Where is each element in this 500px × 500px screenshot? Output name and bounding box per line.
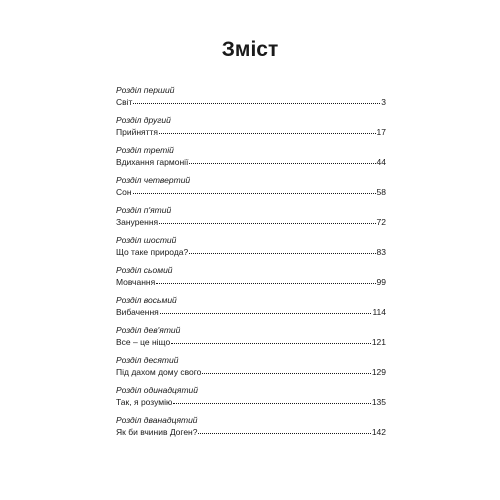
toc-entry — [116, 264, 386, 294]
dot-leader — [156, 282, 375, 284]
page-number: 58 — [376, 187, 386, 197]
toc-entry — [116, 174, 386, 204]
toc-row — [116, 156, 386, 168]
section-title: Світ — [116, 97, 133, 107]
chapter-label: Розділ сьомий — [116, 265, 173, 275]
table-of-contents — [116, 84, 386, 444]
toc-row — [116, 186, 386, 198]
section-title: Мовчання — [116, 277, 156, 287]
section-title: Занурення — [116, 217, 159, 227]
page-number: 135 — [371, 397, 386, 407]
dot-leader — [133, 102, 380, 104]
section-title: Так, я розумію — [116, 397, 173, 407]
section-title: Все – це ніщо — [116, 337, 171, 347]
toc-row — [116, 276, 386, 288]
toc-entry — [116, 324, 386, 354]
chapter-label: Розділ дванадцятий — [116, 415, 198, 425]
section-title: Під дахом дому свого — [116, 367, 202, 377]
chapter-label: Розділ перший — [116, 85, 175, 95]
toc-entry — [116, 114, 386, 144]
dot-leader — [171, 342, 371, 344]
dot-leader — [159, 132, 376, 134]
toc-row — [116, 216, 386, 228]
chapter-label: Розділ десятий — [116, 355, 179, 365]
page-number: 72 — [376, 217, 386, 227]
section-title: Вибачення — [116, 307, 159, 317]
toc-row — [116, 96, 386, 108]
dot-leader — [198, 432, 370, 434]
toc-row — [116, 306, 386, 318]
chapter-label: Розділ шостий — [116, 235, 177, 245]
section-title: Вдихання гармонії — [116, 157, 189, 167]
toc-row — [116, 336, 386, 348]
section-title: Як би вчинив Доген? — [116, 427, 198, 437]
page-number: 44 — [376, 157, 386, 167]
chapter-label: Розділ дев'ятий — [116, 325, 181, 335]
toc-entry — [116, 354, 386, 384]
dot-leader — [202, 372, 370, 374]
toc-row — [116, 396, 386, 408]
toc-entry — [116, 204, 386, 234]
toc-row — [116, 246, 386, 258]
chapter-label: Розділ третій — [116, 145, 174, 155]
section-title: Прийняття — [116, 127, 159, 137]
toc-row — [116, 366, 386, 378]
page-number: 99 — [376, 277, 386, 287]
toc-entry — [116, 234, 386, 264]
page-number: 83 — [376, 247, 386, 257]
toc-row — [116, 126, 386, 138]
chapter-label: Розділ одинадцятий — [116, 385, 198, 395]
dot-leader — [133, 192, 376, 194]
page-number: 114 — [372, 307, 386, 317]
toc-entry — [116, 84, 386, 114]
chapter-label: Розділ другий — [116, 115, 171, 125]
dot-leader — [189, 252, 375, 254]
toc-entry — [116, 144, 386, 174]
page-number: 129 — [371, 367, 386, 377]
dot-leader — [189, 162, 375, 164]
page-number: 121 — [371, 337, 386, 347]
chapter-label: Розділ восьмий — [116, 295, 177, 305]
dot-leader — [159, 222, 375, 224]
page-number: 3 — [381, 97, 386, 107]
toc-entry — [116, 294, 386, 324]
section-title: Сон — [116, 187, 132, 197]
toc-entry — [116, 384, 386, 414]
page-number: 142 — [371, 427, 386, 437]
toc-row — [116, 426, 386, 438]
chapter-label: Розділ п'ятий — [116, 205, 172, 215]
dot-leader — [160, 312, 372, 314]
section-title: Що таке природа? — [116, 247, 189, 257]
chapter-label: Розділ четвертий — [116, 175, 191, 185]
page-number: 17 — [376, 127, 386, 137]
page-title: Зміст — [221, 38, 279, 61]
toc-entry — [116, 414, 386, 444]
dot-leader — [173, 402, 370, 404]
